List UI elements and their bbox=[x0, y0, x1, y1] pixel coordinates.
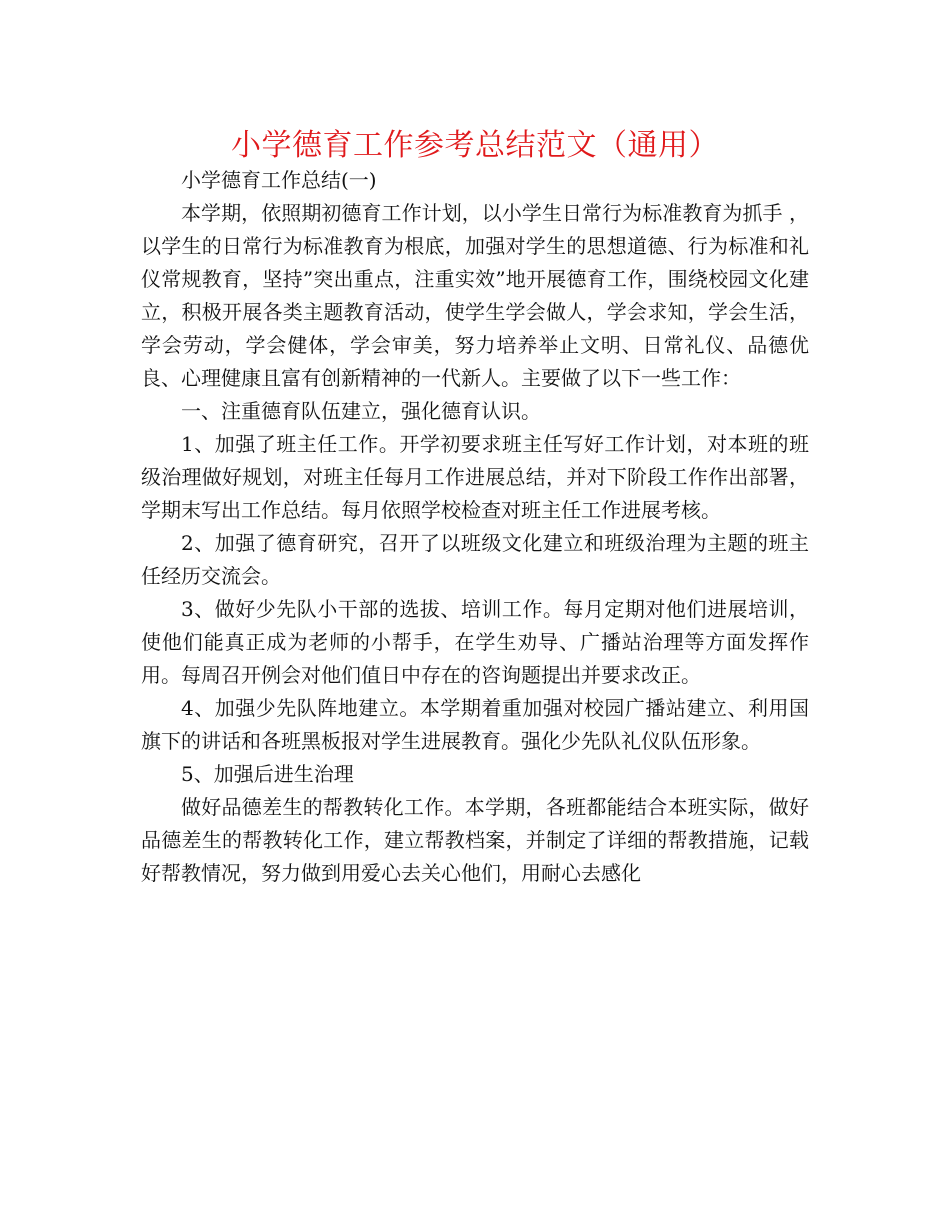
paragraph-item-5-body: 做好品德差生的帮教转化工作。本学期，各班都能结合本班实际，做好品德差生的帮教转化工作，建立帮教档案，并制定了详细的帮教措施，记载好帮教情况，努力做到用爱心去关心他们，用耐心去感化 bbox=[141, 795, 809, 885]
document-body bbox=[141, 164, 809, 890]
paragraph-item-5-heading: 5、加强后进生治理 bbox=[181, 762, 354, 786]
document-title: 小学德育工作参考总结范文（通用） bbox=[231, 128, 719, 163]
paragraph-item-4: 4、加强少先队阵地建立。本学期着重加强对校园广播站建立、利用国旗下的讲话和各班黑板报对学生进展教育。强化少先队礼仪队伍形象。 bbox=[141, 696, 809, 753]
section-subtitle: 小学德育工作总结(一) bbox=[181, 168, 377, 192]
paragraph-item-1: 1、加强了班主任工作。开学初要求班主任写好工作计划，对本班的班级治理做好规划，对班主任每月工作进展总结，并对下阶段工作作出部署，学期末写出工作总结。每月依照学校检查对班主任工作进展考核。 bbox=[141, 432, 809, 522]
paragraph-item-3: 3、做好少先队小干部的选拔、培训工作。每月定期对他们进展培训，使他们能真正成为老师的小帮手，在学生劝导、广播站治理等方面发挥作用。每周召开例会对他们值日中存在的咨询题提出并要求改正。 bbox=[141, 597, 809, 687]
section-heading: 一、注重德育队伍建立，强化德育认识。 bbox=[181, 399, 541, 423]
paragraph-intro: 本学期，依照期初德育工作计划，以小学生日常行为标准教育为抓手 ，以学生的日常行为标准教育为根底，加强对学生的思想道德、行为标准和礼仪常规教育，坚持”突出重点，注重实效”地开展德育工作，围绕校园文化建立，积极开展各类主题教育活动，使学生学会做人，学会求知，学会生活，学会劳动，学会健体，学会审美，努力培养举止文明、日常礼仪、品德优良、心理健康且富有创新精神的一代新人。主要做了以下一些工作： bbox=[141, 201, 809, 390]
paragraph-item-2: 2、加强了德育研究，召开了以班级文化建立和班级治理为主题的班主任经历交流会。 bbox=[141, 531, 809, 588]
